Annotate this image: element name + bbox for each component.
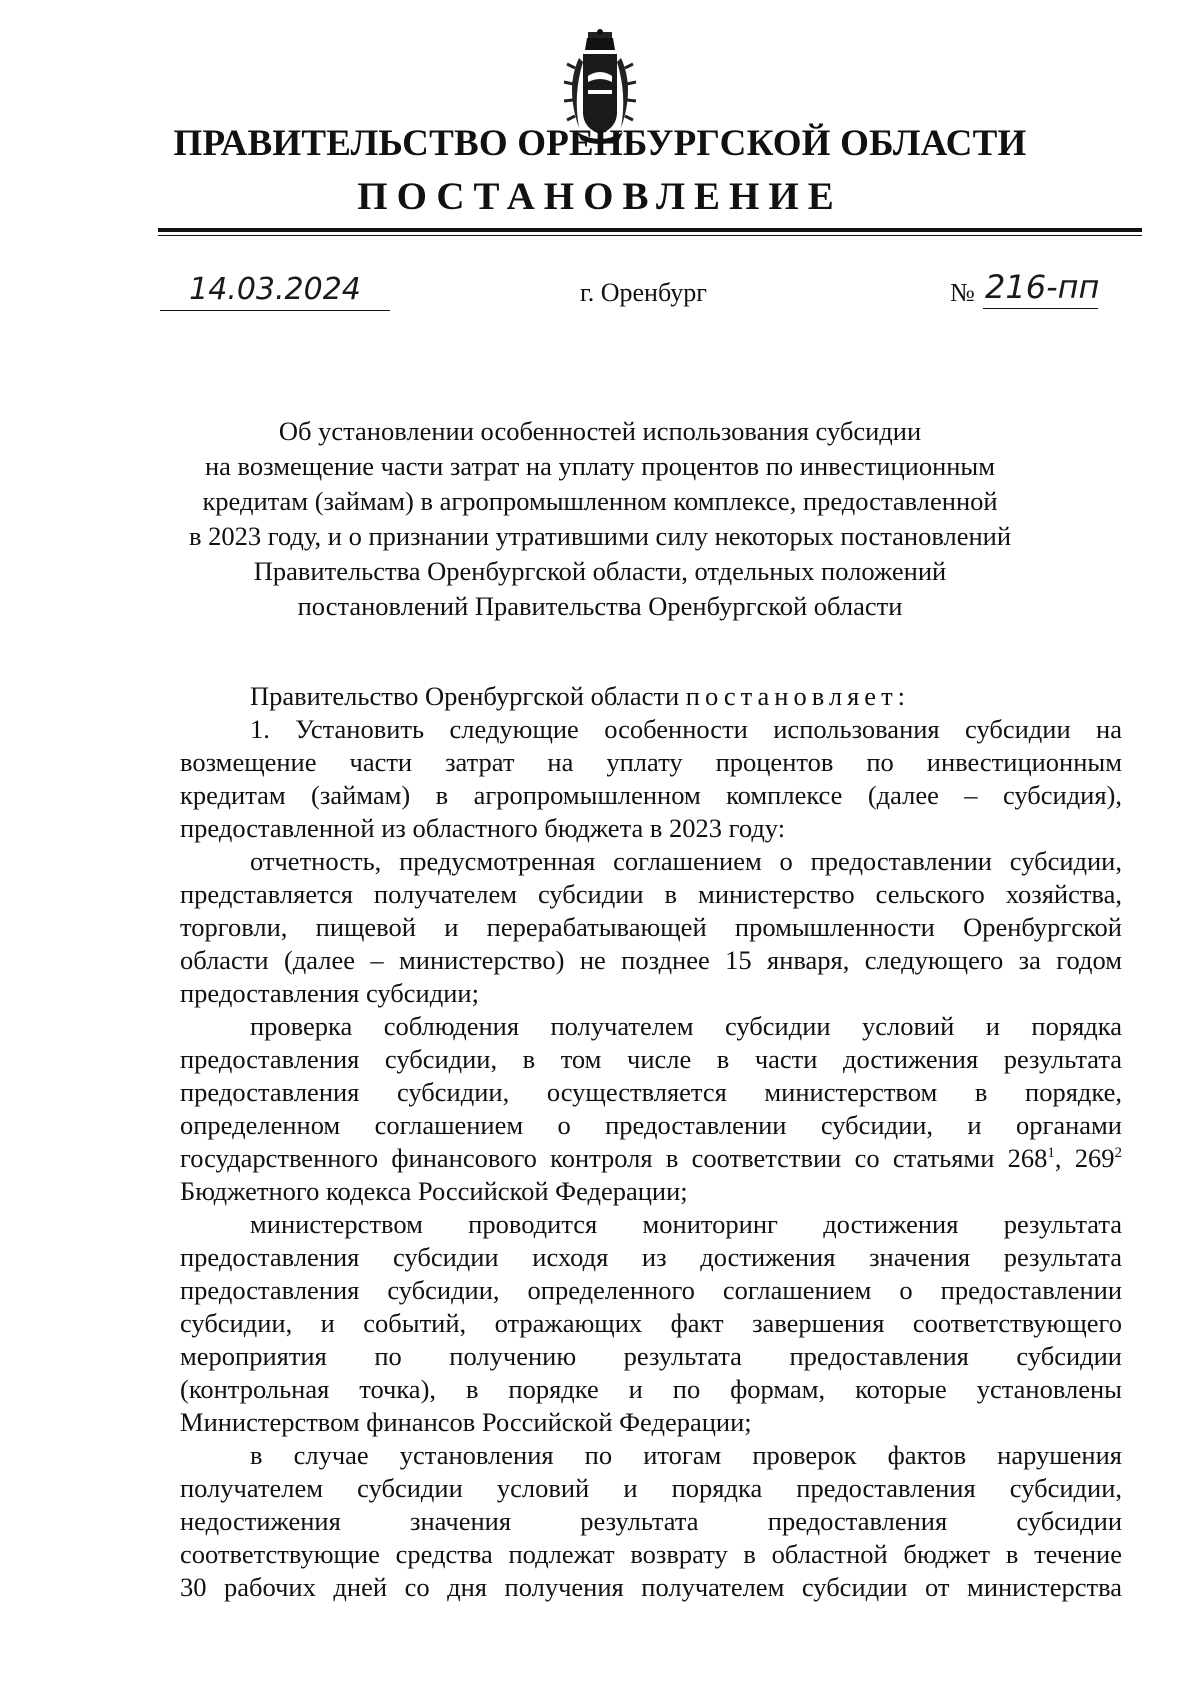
subject-line: Об установлении особенностей использования субсидии [278,416,922,446]
document-type-title: ПОСТАНОВЛЕНИЕ [357,175,843,218]
subject-line: постановлений Правительства Оренбургской области [297,591,903,621]
body-line: соответствующие средства подлежат возврату в областной бюджет в течение [180,1539,1122,1569]
number-label: № [950,278,975,307]
body-line: субсидии, и событий, отражающих факт завершения соответствующего [180,1308,1122,1338]
intro-spaced-verb: постановляет: [685,681,911,711]
body-intro [180,680,1122,713]
subject-line: на возмещение части затрат на уплату процентов по инвестиционным [204,451,996,481]
body-line: предоставления субсидии, осуществляется министерством в порядке, [180,1077,1122,1107]
body-line: области (далее – министерство) не позднее 15 января, следующего за годом [180,945,1122,975]
body-line: отчетность, предусмотренная соглашением о предоставлении субсидии, [250,846,1122,876]
body-line: предоставления субсидии, в том числе в части достижения результата [180,1044,1122,1074]
body-line: в случае установления по итогам проверок фактов нарушения [250,1440,1122,1470]
body-line: представляется получателем субсидии в министерство сельского хозяйства, [180,879,1122,909]
body-line: возмещение части затрат на уплату процентов по инвестиционным [180,747,1122,777]
header-rule-thick [158,228,1142,232]
body-line: Министерством финансов Российской Федерации; [180,1407,752,1437]
body-line: недостижения значения результата предоставления субсидии [180,1506,1122,1536]
intro-text: Правительство Оренбургской области [250,681,686,711]
body-line-with-superscripts [180,1142,1122,1175]
body-line: предоставления субсидии; [180,978,479,1008]
body-line: Бюджетного кодекса Российской Федерации; [180,1176,688,1206]
body-line: проверка соблюдения получателем субсидии условий и порядка [250,1011,1122,1041]
document-number: 216-пп [985,268,1100,306]
body-line: кредитам (займам) в агропромышленном комплексе (далее – субсидия), [180,780,1122,810]
header-rule-thin [158,235,1142,236]
body-line: (контрольная точка), в порядке и по формам, которые установлены [180,1374,1122,1404]
document-subject [0,414,1200,624]
subject-line: кредитам (займам) в агропромышленном комплексе, предоставленной [202,486,998,516]
date-underline [160,310,390,311]
body-line: предоставленной из областного бюджета в 2023 году: [180,813,786,843]
body-line: министерством проводится мониторинг достижения результата [250,1209,1122,1239]
line-text: , 269 [1054,1143,1115,1173]
government-title: ПРАВИТЕЛЬСТВО ОРЕНБУРГСКОЙ ОБЛАСТИ [173,123,1027,164]
body-line: предоставления субсидии, определенного соглашением о предоставлении [180,1275,1122,1305]
body-line: определенном соглашением о предоставлении субсидии, и органами [180,1110,1122,1140]
subject-line: в 2023 году, и о признании утратившими силу некоторых постановлений [188,521,1012,551]
body-line: торговли, пищевой и перерабатывающей промышленности Оренбургской [180,912,1122,942]
superscript: 2 [1114,1145,1122,1162]
superscript: 1 [1047,1145,1055,1162]
body-line: предоставления субсидии исходя из достижения значения результата [180,1242,1122,1272]
body-line: получателем субсидии условий и порядка предоставления субсидии, [180,1473,1122,1503]
document-date: 14.03.2024 [189,272,361,307]
body-line: 1. Установить следующие особенности использования субсидии на [250,714,1122,744]
number-underline [983,308,1098,309]
body-line: мероприятия по получению результата предоставления субсидии [180,1341,1122,1371]
body-line: 30 рабочих дней со дня получения получателем субсидии от министерства [180,1572,1122,1602]
document-city: г. Оренбург [580,278,707,307]
line-text: государственного финансового контроля в соответствии со статьями 268 [180,1143,1048,1173]
document-body [180,680,1122,1604]
subject-line: Правительства Оренбургской области, отдельных положений [253,556,947,586]
